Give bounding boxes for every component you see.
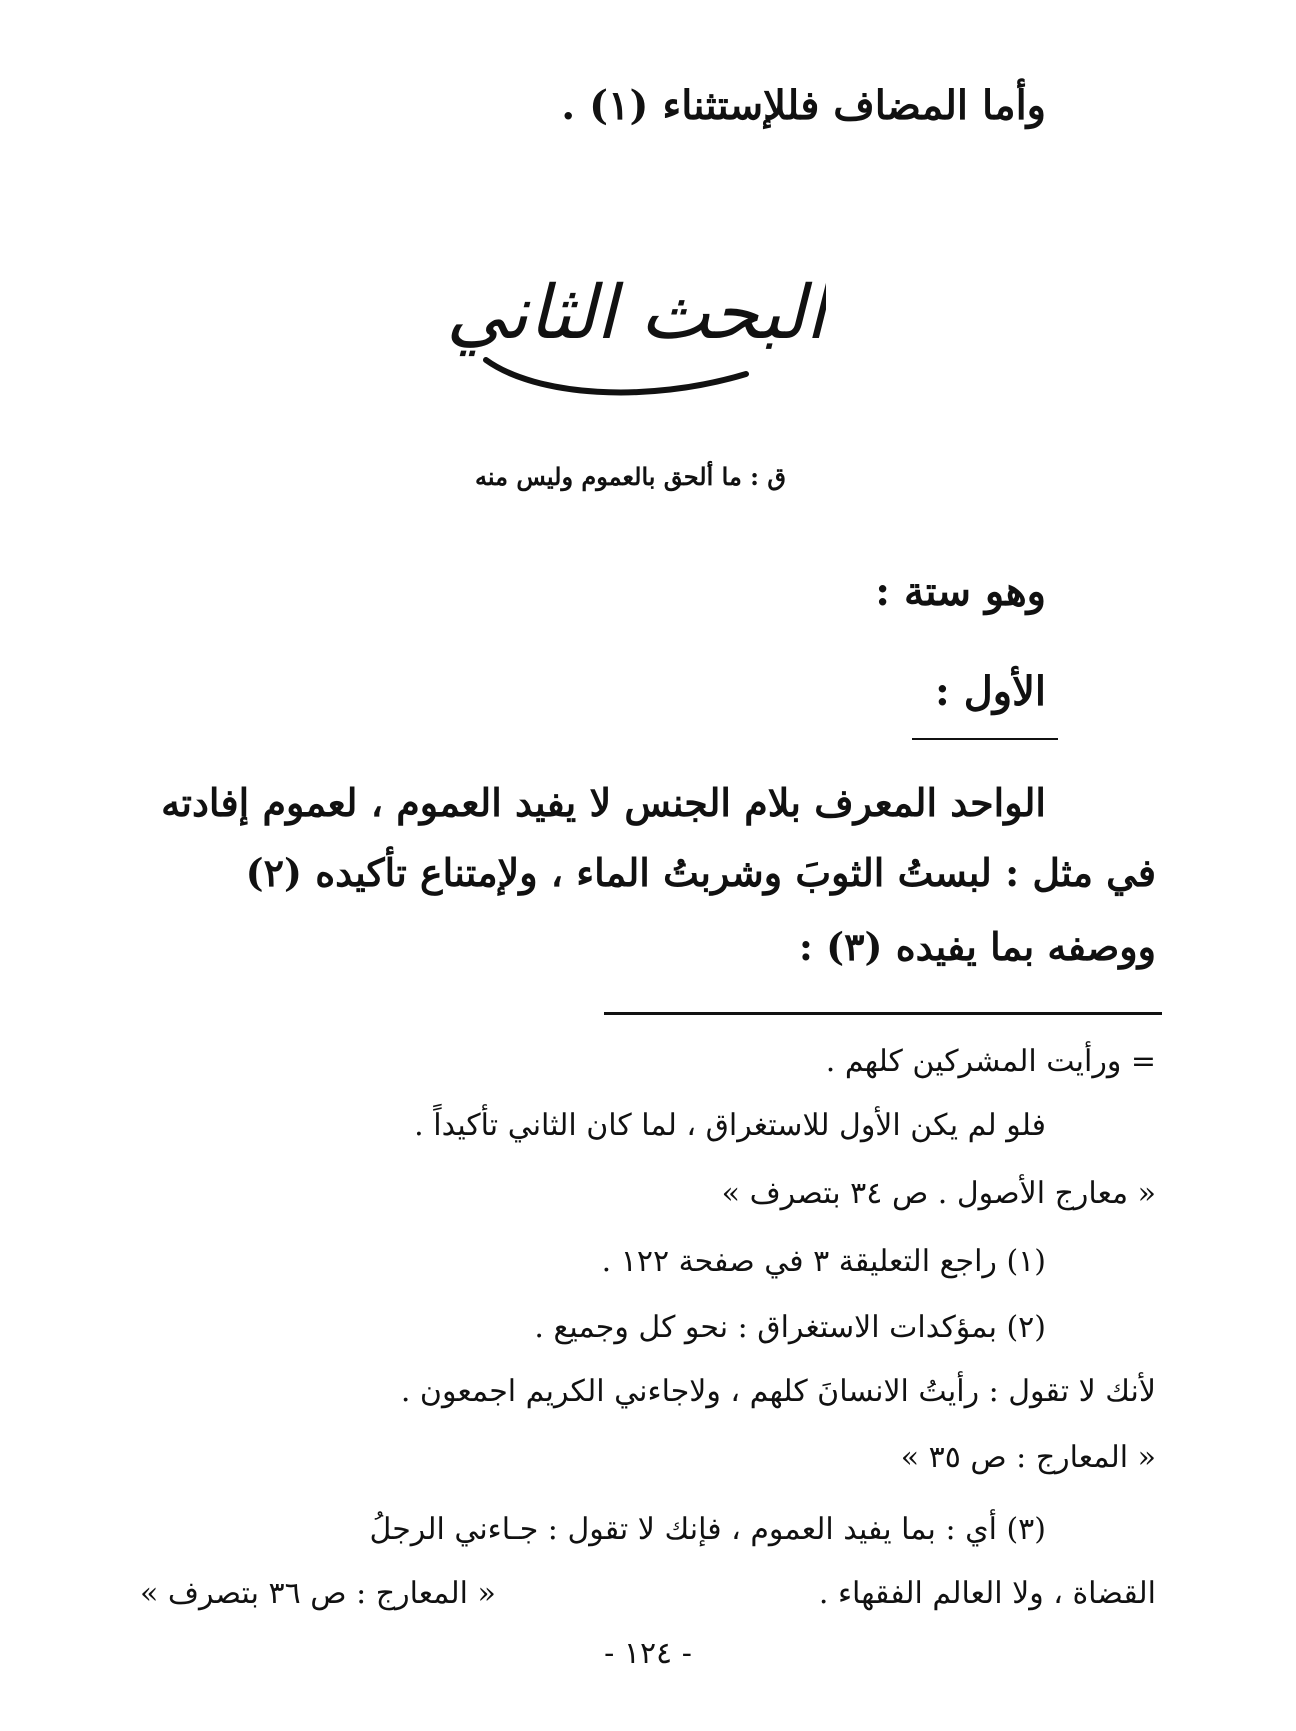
footnote-line: لأنك لا تقول : رأيتُ الانسانَ كلهم ، ولاجاءني الكريم اجمعون .: [400, 1374, 1156, 1409]
chapter-subtitle: ق : ما ألحق بالعموم وليس منه: [475, 462, 786, 491]
footnote-line: (٢) بمؤكدات الاستغراق : نحو كل وجميع .: [534, 1310, 1046, 1345]
page-number: - ١٢٤ -: [604, 1636, 692, 1671]
footnote-line: = ورأيت المشركين كلهم .: [825, 1044, 1156, 1079]
heading-underline: [912, 738, 1058, 740]
intro-text: وهو ستة :: [875, 568, 1046, 615]
body-line: ووصفه بما يفيده (٣) :: [798, 924, 1156, 969]
first-heading: الأول :: [935, 668, 1046, 715]
opening-line: وأما المضاف فللإستثناء (١) .: [561, 82, 1046, 129]
chapter-title-calligraphy: [446, 238, 826, 408]
calligraphy-flourish: [486, 360, 746, 392]
chapter-title: البحث الثاني: [446, 270, 826, 356]
footnote-line: القضاة ، ولا العالم الفقهاء .: [818, 1576, 1156, 1611]
footnote-divider: [604, 1012, 1162, 1015]
footnote-line: فلو لم يكن الأول للاستغراق ، لما كان الثاني تأكيداً .: [414, 1108, 1046, 1143]
body-line: في مثل : لبستُ الثوبَ وشربتُ الماء ، ولإمتناع تأكيده (٢): [245, 850, 1156, 895]
footnote-line: « المعارج : ص ٣٥ »: [900, 1440, 1156, 1475]
footnote-line: (١) راجع التعليقة ٣ في صفحة ١٢٢ .: [601, 1244, 1046, 1279]
body-line: الواحد المعرف بلام الجنس لا يفيد العموم ، لعموم إفادته: [161, 780, 1046, 825]
footnote-line: « معارج الأصول . ص ٣٤ بتصرف »: [721, 1176, 1156, 1211]
footnote-citation: « المعارج : ص ٣٦ بتصرف »: [140, 1576, 496, 1611]
footnote-line: (٣) أي : بما يفيد العموم ، فإنك لا تقول : جـاءني الرجلُ: [369, 1512, 1046, 1547]
